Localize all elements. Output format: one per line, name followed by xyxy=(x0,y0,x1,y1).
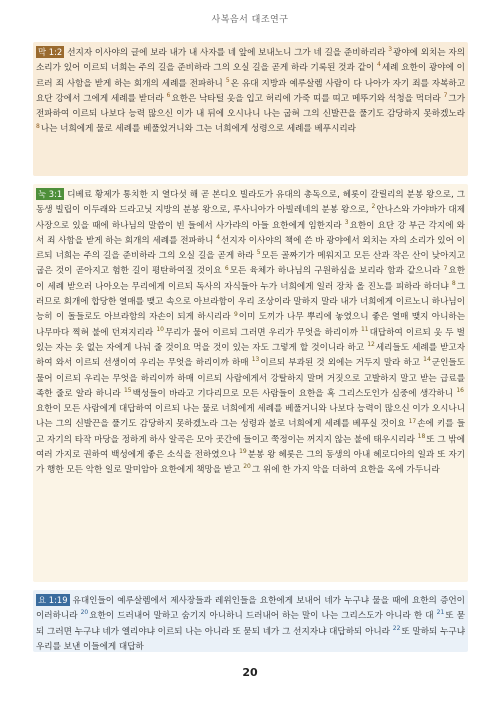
verse-text: 군인들도 물어 이르되 우리는 무엇을 하리이까 하매 이르되 사람에게서 강탈하지 말며 거짓으로 고발하지 말고 받는 급료를 족한 줄로 알라 하니라 xyxy=(36,358,465,399)
running-header: 사복음서 대조연구 xyxy=(211,15,289,25)
verse-number: 4 xyxy=(377,61,381,69)
verse-number: 14 xyxy=(423,356,431,364)
verse-text: 요한이 세례 받으러 나아오는 무리에게 이르되 독사의 자식들아 누가 너희에게 일러 장차 올 진노를 피하라 하더냐 xyxy=(36,266,466,292)
verse-text: 디베료 황제가 통치한 지 열다섯 해 곧 본디오 빌라도가 유대의 총독으로, 헤롯이 갈릴리의 분봉 왕으로, 그 동생 빌립이 이두래와 드라고닛 지방의 분봉 왕으로, 루사니아가 아빌레네의 분봉 왕으로, xyxy=(36,190,465,216)
verse-text: 분봉 왕 헤롯은 그의 동생의 아내 헤로디아의 일과 또 자기가 행한 모든 악한 일로 말미암아 요한에게 책망을 받고 xyxy=(36,450,465,476)
verse-number: 9 xyxy=(233,310,238,318)
verse-number: 5 xyxy=(256,249,261,257)
passage-reference-tag: 요 1:19 xyxy=(38,595,68,605)
verse-text: 대답하여 이르되 옷 두 벌 있는 자는 옷 없는 자에게 나눠 줄 것이요 먹을 것이 있는 자도 그렇게 할 것이니라 하고 xyxy=(36,327,465,353)
verse-text: 모든 육체가 하나님의 구원하심을 보리라 함과 같으니라 xyxy=(229,266,444,277)
passage-luke-3-1 xyxy=(33,184,468,582)
passage-reference-tag: 눅 3:1 xyxy=(38,189,63,199)
passage-john-1-19 xyxy=(33,590,468,652)
verse-text: 그가 전파하여 이르되 나보다 능력 많으신 이가 내 뒤에 오시나니 나는 굽혀 그의 신발끈을 풀기도 감당하지 못하겠노라 xyxy=(36,93,465,120)
passage-reference-tag: 막 1:2 xyxy=(38,47,63,57)
verse-number: 22 xyxy=(392,624,401,632)
verse-number: 19 xyxy=(239,448,247,456)
verse-number: 15 xyxy=(123,387,132,394)
verse-number: 8 xyxy=(36,122,40,130)
passage-mark-1-2 xyxy=(33,42,468,176)
verse-text: 또 말하되 누구냐 우리를 보낸 이들에게 대답하 xyxy=(36,626,466,652)
verse-number: 20 xyxy=(80,609,89,617)
verse-text: 유대인들이 예루살렘에서 제사장들과 레위인들을 요한에게 보내어 네가 누구냐 물을 때에 요한의 증언이 이러하니라 xyxy=(36,596,465,622)
verse-number: 10 xyxy=(156,325,164,333)
verse-text: 나는 너희에게 물로 세례를 베풀었거니와 그는 너희에게 성령으로 세례를 베푸시리라 xyxy=(40,124,356,135)
verse-text: 요한이 요단 강 부근 각지에 와서 죄 사함을 받게 하는 회개의 세례를 전파하니 xyxy=(36,220,465,246)
verse-number: 13 xyxy=(251,356,260,364)
verse-text: 모든 골짜기가 메워지고 모든 산과 작은 산이 낮아지고 굽은 것이 곧아지고 험한 길이 평탄하여질 것이요 xyxy=(36,251,465,277)
verse-number: 17 xyxy=(408,417,417,425)
verse-number: 11 xyxy=(360,325,369,333)
verse-number: 2 xyxy=(371,203,376,211)
verse-number: 7 xyxy=(443,264,448,272)
verse-text: 선지자 이사야의 책에 쓴 바 광야에서 외치는 자의 소리가 있어 이르되 너희는 주의 길을 준비하라 그의 오실 길을 곧게 하라 xyxy=(36,235,465,262)
verse-text: 이미 도끼가 나무 뿌리에 놓였으니 좋은 열매 맺지 아니하는 나무마다 찍혀 불에 던져지리라 xyxy=(36,312,465,338)
verse-text: 손에 키를 들고 자기의 타작 마당을 정하게 하사 알곡은 모아 곳간에 들이고 쭉정이는 꺼지지 않는 불에 태우시리라 xyxy=(36,419,465,445)
verse-number: 18 xyxy=(417,432,426,440)
verse-number: 5 xyxy=(225,76,230,84)
page-number: 20 xyxy=(242,666,258,679)
verse-text: 그 위에 한 가지 악을 더하여 요한을 옥에 가두니라 xyxy=(251,465,440,476)
verse-number: 12 xyxy=(367,341,375,349)
verse-text: 선지자 이사야의 글에 보라 내가 내 사자를 네 앞에 보내노니 그가 네 길을 준비하리라 xyxy=(67,48,389,58)
verse-text: 또 그 밖에 여러 가지로 권하여 백성에게 좋은 소식을 전하였으나 xyxy=(36,434,466,461)
verse-number: 16 xyxy=(456,387,464,394)
verse-number: 6 xyxy=(166,92,171,100)
verse-text: 세리들도 세례를 받고자 하여 와서 이르되 선생이여 우리는 무엇을 하리이까 하매 xyxy=(36,342,465,369)
verse-number: 3 xyxy=(388,46,393,54)
verse-number: 20 xyxy=(243,463,251,471)
verse-text: 그러므로 회개에 합당한 열매를 맺고 속으로 아브라함이 우리 조상이라 말하지 말라 내가 너희에게 이르노니 하나님이 능히 이 돌들로도 아브라함의 자손이 되게 하시리라 xyxy=(36,281,465,323)
verse-text: 백성들이 바라고 기다리므로 모든 사람들이 요한을 혹 그리스도인가 심중에 생각하니 xyxy=(132,388,457,399)
verse-number: 21 xyxy=(436,609,445,617)
verse-number: 7 xyxy=(443,92,448,100)
verse-text: 요한은 낙타털 옷을 입고 허리에 가죽 띠를 띠고 메뚜기와 석청을 먹더라 xyxy=(171,93,444,104)
verse-text: 이르되 부과된 것 외에는 거두지 말라 하고 xyxy=(260,358,424,369)
verse-text: 요한이 드러내어 말하고 숨기지 아니하니 드러내어 하는 말이 나는 그리스도가 아니라 한 대 xyxy=(89,611,437,622)
verse-text: 온 유대 지방과 예루살렘 사람이 다 나아가 자기 죄를 자복하고 요단 강에서 그에게 세례를 받더라 xyxy=(36,78,465,104)
verse-number: 6 xyxy=(224,264,229,272)
verse-text: 안나스와 가야바가 대제사장으로 있을 때에 하나님의 말씀이 빈 들에서 사가랴의 아들 요한에게 임한지라 xyxy=(36,205,465,231)
verse-number: 8 xyxy=(451,279,456,287)
verse-text: 또 묻되 그러면 누구냐 네가 엘리야냐 이르되 나는 아니라 또 묻되 네가 그 선지자냐 대답하되 아니라 xyxy=(36,611,465,637)
verse-number: 3 xyxy=(344,218,349,226)
verse-text: 광야에 외치는 자의 소리가 있어 이르되 너희는 주의 길을 준비하라 그의 오실 길을 곧게 하라 기록된 것과 같이 xyxy=(36,48,465,74)
verse-text: 요한이 모든 사람에게 대답하여 이르되 나는 물로 너희에게 세례를 베풀거니와 나보다 능력이 많으신 이가 오시나니 나는 그의 신발끈을 풀기도 감당하지 못하겠노라 그는 성령과 불로 너희에게 세례를 베푸실 것이요 xyxy=(36,404,465,430)
verse-number: 4 xyxy=(216,234,221,242)
verse-text: 세례 요한이 광야에 이르러 죄 사함을 받게 하는 회개의 세례를 전파하니 xyxy=(36,63,465,89)
verse-text: 무리가 물어 이르되 그러면 우리가 무엇을 하리이까 xyxy=(164,327,361,338)
